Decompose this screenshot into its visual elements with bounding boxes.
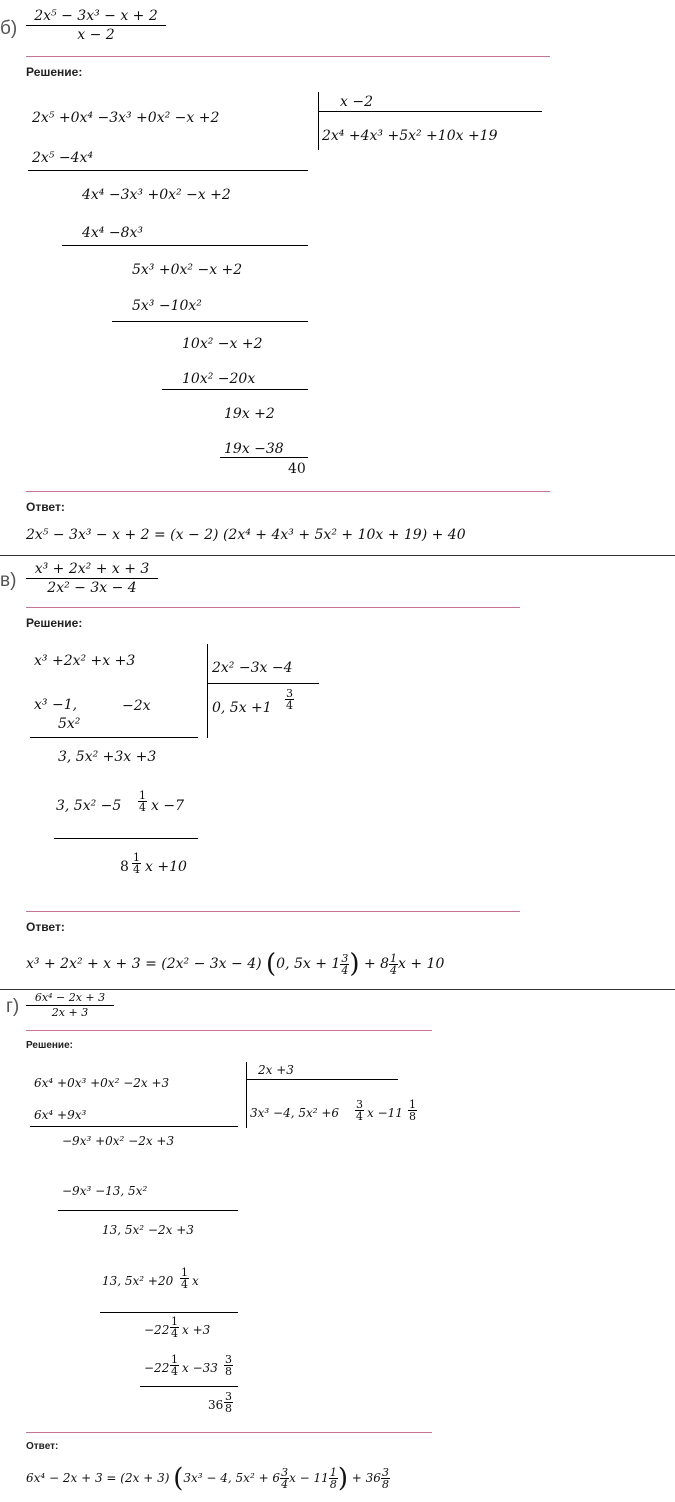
remainder: 40 <box>288 461 306 477</box>
division-row: 3, 5x² −5 <box>56 798 122 814</box>
divisor: 2x +3 <box>258 1063 294 1077</box>
solution-label: Решение: <box>26 65 83 79</box>
answer: 6x⁴ − 2x + 3 = (2x + 3) (3x³ − 4, 5x² + 6 $\frac{3}{4}$ x − 11 $\frac{1}{8}$ ) + 36 $\frac{3}{8}$ <box>26 1463 389 1494</box>
fraction-one-fourth: 1 4 <box>171 1353 178 1378</box>
answer: 2x⁵ − 3x³ − x + 2 = (x − 2) (2x⁴ + 4x³ + 5x² + 10x + 19) + 40 <box>26 527 466 543</box>
division-row: x³ −1, <box>34 697 78 713</box>
division-row: 13, 5x² +20 <box>102 1274 174 1288</box>
fraction-one-fourth: 1 4 <box>133 851 140 876</box>
division-row: 2x⁵ +0x⁴ −3x³ +0x² −x +2 <box>32 110 220 126</box>
fraction-denominator: 2x + 3 <box>51 1006 89 1019</box>
solution-label: Решение: <box>26 616 83 630</box>
division-row: 3, 5x² +3x +3 <box>58 749 157 765</box>
division-row: x −7 <box>151 798 184 814</box>
division-row: x³ +2x² +x +3 <box>34 653 136 669</box>
divisor: 2x² −3x −4 <box>212 660 293 676</box>
quotient: x −11 <box>367 1106 403 1120</box>
division-row: x +10 <box>145 859 187 875</box>
fraction-denominator: x − 2 <box>77 27 115 43</box>
divisor: x −2 <box>340 94 373 110</box>
division-row: x −33 <box>182 1361 218 1375</box>
quotient: 2x⁴ +4x³ +5x² +10x +19 <box>322 128 498 144</box>
quotient: 3x³ −4, 5x² +6 <box>250 1106 340 1120</box>
division-row: 6x⁴ +0x³ +0x² −2x +3 <box>34 1076 170 1090</box>
answer-label: Ответ: <box>26 500 65 514</box>
fraction-one-fourth: 1 4 <box>139 789 146 814</box>
division-row: −9x³ +0x² −2x +3 <box>62 1134 175 1148</box>
remainder: 36 <box>208 1398 224 1412</box>
section-letter: в) <box>0 570 17 591</box>
division-row: −2x <box>122 698 151 714</box>
division-row: 8 <box>120 859 129 875</box>
division-row: x <box>192 1274 199 1288</box>
fraction-one-fourth: 1 4 <box>181 1266 188 1291</box>
division-row: 5x³ −10x² <box>132 298 202 314</box>
problem-fraction <box>26 8 166 43</box>
problem-fraction <box>26 561 158 596</box>
fraction-one-fourth: 1 4 <box>171 1315 178 1340</box>
division-row: 2x⁵ −4x⁴ <box>32 150 94 166</box>
division-row: 10x² −20x <box>182 371 256 387</box>
answer-label: Ответ: <box>26 920 65 934</box>
fraction-numerator: x³ + 2x² + x + 3 <box>34 561 150 577</box>
division-row: 19x +2 <box>224 406 275 422</box>
section-letter: г) <box>6 996 20 1017</box>
division-row: 5x³ +0x² −x +2 <box>132 262 243 278</box>
fraction-denominator: 2x² − 3x − 4 <box>47 580 137 596</box>
division-row: 10x² −x +2 <box>182 336 263 352</box>
fraction-numerator: 6x⁴ − 2x + 3 <box>34 991 106 1004</box>
division-row: x +3 <box>182 1323 211 1337</box>
division-row: −22 <box>144 1323 170 1337</box>
answer: x³ + 2x² + x + 3 = (2x² − 3x − 4) (0, 5x + 1 $\frac{3}{4}$ ) + 8 $\frac{1}{4}$ x + 10 <box>26 949 445 979</box>
section-letter: б) <box>0 18 18 39</box>
fraction-three-eighths: 3 8 <box>225 1390 232 1415</box>
division-row: 4x⁴ −3x³ +0x² −x +2 <box>82 187 231 203</box>
division-row: 4x⁴ −8x³ <box>82 225 144 241</box>
division-row: 13, 5x² −2x +3 <box>102 1223 194 1237</box>
division-row: 6x⁴ +9x³ <box>34 1108 87 1122</box>
answer-label: Ответ: <box>26 1441 59 1452</box>
solution-label: Решение: <box>26 1040 73 1051</box>
division-row: 19x −38 <box>224 441 284 457</box>
fraction-three-fourths: 3 4 <box>286 687 293 712</box>
fraction-three-eighths: 3 8 <box>225 1353 232 1378</box>
fraction-three-fourths: 3 4 <box>356 1098 363 1123</box>
division-row: −22 <box>144 1361 170 1375</box>
division-row: −9x³ −13, 5x² <box>62 1184 148 1198</box>
division-row: 5x² <box>58 716 81 732</box>
problem-fraction <box>26 992 114 1019</box>
fraction-one-eighth: 1 8 <box>409 1098 416 1123</box>
fraction-numerator: 2x⁵ − 3x³ − x + 2 <box>34 8 158 24</box>
quotient: 0, 5x +1 <box>212 700 272 716</box>
